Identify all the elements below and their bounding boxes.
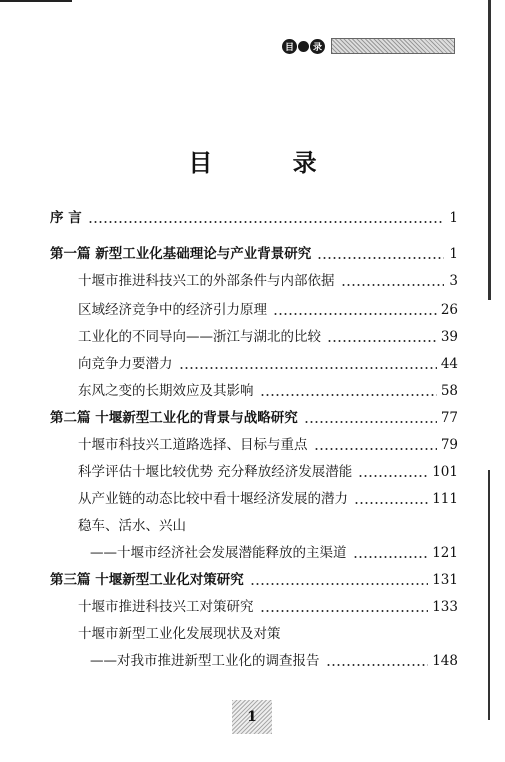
toc-entry-page: 58 <box>440 383 458 399</box>
toc-entry-title: 稳车、活水、兴山 <box>78 518 186 534</box>
toc-dot-leader <box>353 556 429 558</box>
toc-entry <box>78 621 458 643</box>
header-badge-lu: 录 <box>310 39 325 54</box>
toc-entry-page: 148 <box>432 653 458 669</box>
toc-entry-title: 工业化的不同导向——浙江与湖北的比较 <box>78 329 321 345</box>
top-rule <box>0 0 72 2</box>
toc-entry <box>50 405 458 427</box>
toc-dot-leader <box>88 221 444 223</box>
toc-entry-page: 39 <box>440 329 458 345</box>
toc-entry <box>50 567 458 589</box>
toc-entry-title: 第二篇 十堰新型工业化的背景与战略研究 <box>50 410 298 426</box>
header-badge-mu: 目 <box>282 39 297 54</box>
header-dot <box>298 41 309 52</box>
toc-entry-title: 十堰市推进科技兴工对策研究 <box>78 599 254 615</box>
toc-dot-leader <box>250 583 429 585</box>
toc-dot-leader <box>326 664 429 666</box>
toc-entry <box>78 378 458 400</box>
toc-entry-page: 44 <box>440 356 458 372</box>
toc-entry-page: 1 <box>449 210 458 226</box>
toc-dot-leader <box>358 475 428 477</box>
toc-entry-page: 131 <box>432 572 458 588</box>
running-header <box>282 36 455 56</box>
toc-entry-page: 79 <box>440 437 458 453</box>
toc-entry-page: 111 <box>432 491 458 507</box>
toc-entry-title: 序 言 <box>50 210 82 226</box>
toc-dot-leader <box>354 502 428 504</box>
toc-dot-leader <box>304 421 437 423</box>
toc-dot-leader <box>314 448 437 450</box>
page-title: 目 录 <box>188 149 353 177</box>
toc-entry-page: 101 <box>432 464 458 480</box>
toc-entry <box>78 297 458 319</box>
toc-entry-title: 从产业链的动态比较中看十堰经济发展的潜力 <box>78 491 348 507</box>
toc-entry <box>78 268 458 290</box>
scan-edge-mark <box>488 470 490 720</box>
toc-entry <box>78 594 458 616</box>
toc-entry-title: 科学评估十堰比较优势 充分释放经济发展潜能 <box>78 464 353 480</box>
toc-entry <box>78 324 458 346</box>
toc-entry-page: 1 <box>449 246 458 262</box>
toc-entry-page: 77 <box>440 410 458 426</box>
toc-entry <box>78 486 458 508</box>
toc-dot-leader <box>317 257 444 259</box>
toc-dot-leader <box>327 340 437 342</box>
toc-entry <box>50 241 458 263</box>
toc-dot-leader <box>179 367 437 369</box>
toc-entry <box>50 205 458 227</box>
toc-entry <box>90 540 458 562</box>
toc-dot-leader <box>260 610 429 612</box>
toc-entry-title: 向竞争力要潜力 <box>78 356 173 372</box>
toc-entry-page: 133 <box>432 599 458 615</box>
toc-entry-page: 3 <box>449 273 458 289</box>
toc-entry-title: 十堰市推进科技兴工的外部条件与内部依据 <box>78 273 335 289</box>
toc-entry-title: 第三篇 十堰新型工业化对策研究 <box>50 572 244 588</box>
toc-entry <box>90 648 458 670</box>
toc-entry-title: 区域经济竞争中的经济引力原理 <box>78 302 267 318</box>
toc-entry-title: 十堰市新型工业化发展现状及对策 <box>78 626 281 642</box>
toc-entry <box>78 459 458 481</box>
page-number: 1 <box>232 700 272 734</box>
toc-entry <box>78 513 458 535</box>
toc-dot-leader <box>273 313 437 315</box>
toc-entry-title: 东风之变的长期效应及其影响 <box>78 383 254 399</box>
header-pattern-band <box>331 38 455 54</box>
toc-entry-title: 十堰市科技兴工道路选择、目标与重点 <box>78 437 308 453</box>
toc-entry-title: ——十堰市经济社会发展潜能释放的主渠道 <box>90 545 347 561</box>
toc-dot-leader <box>260 394 437 396</box>
toc-entry-page: 121 <box>432 545 458 561</box>
toc-entry <box>78 351 458 373</box>
toc-entry-title: ——对我市推进新型工业化的调查报告 <box>90 653 320 669</box>
toc-dot-leader <box>341 284 445 286</box>
toc-entry-title: 第一篇 新型工业化基础理论与产业背景研究 <box>50 246 312 262</box>
toc-entry-page: 26 <box>440 302 458 318</box>
toc-entry <box>78 432 458 454</box>
